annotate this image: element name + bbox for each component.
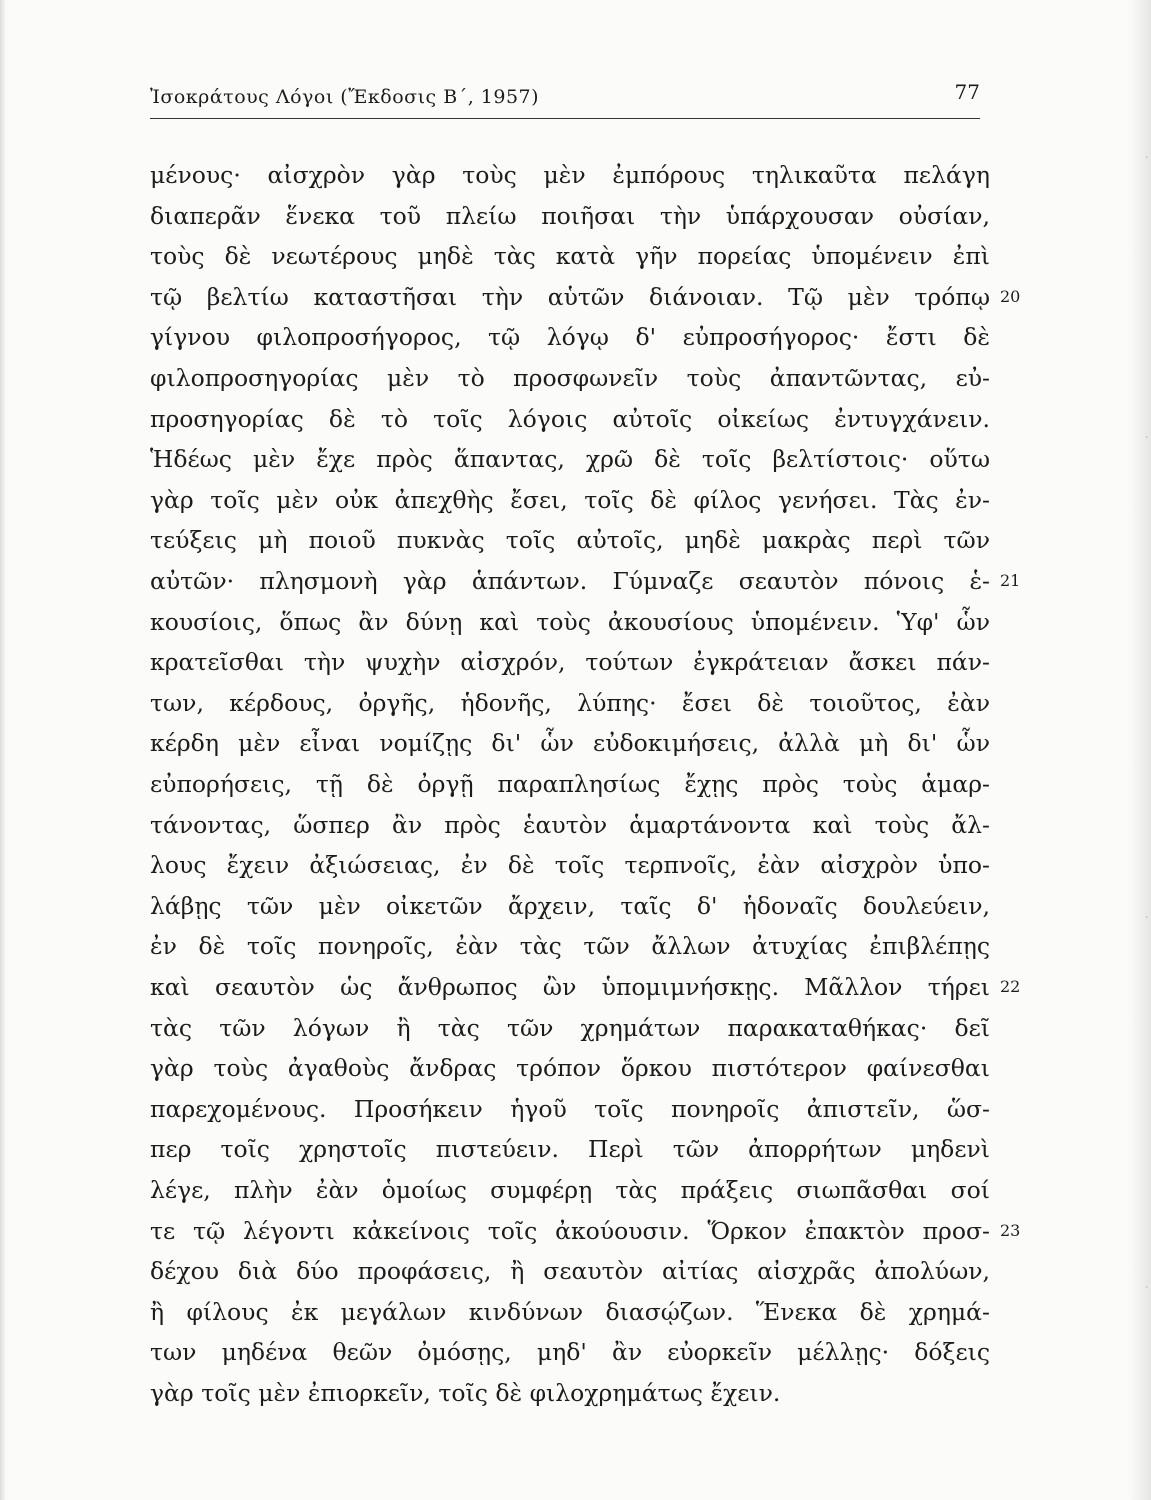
scan-edge-right (1129, 0, 1151, 1500)
header-rule (150, 118, 980, 119)
text-line: τὰς τῶν λόγων ἢ τὰς τῶν χρημάτων παρακαταθήκας· δεῖ (150, 1013, 990, 1042)
text-line: των, κέρδους, ὀργῆς, ἡδονῆς, λύπης· ἔσει δὲ τοιοῦτος, ἐὰν (150, 688, 990, 717)
text-line: τῷ βελτίω καταστῆσαι τὴν αὑτῶν διάνοιαν. Τῷ μὲν τρόπῳ (150, 282, 990, 311)
text-line: τάνοντας, ὥσπερ ἂν πρὸς ἑαυτὸν ἁμαρτάνοντα καὶ τοὺς ἄλ- (150, 810, 990, 839)
margin-number: 22 (1000, 977, 1021, 996)
text-line: κουσίοις, ὅπως ἂν δύνῃ καὶ τοὺς ἀκουσίους ὑπομένειν. Ὑφ' ὧν (150, 607, 990, 636)
text-line: φιλοπροσηγορίας μὲν τὸ προσφωνεῖν τοὺς ἀπαντῶντας, εὐ- (150, 364, 990, 392)
text-line: λους ἔχειν ἀξιώσειας, ἐν δὲ τοῖς τερπνοῖς, ἐὰν αἰσχρὸν ὑπο- (150, 851, 990, 880)
text-line: λέγε, πλὴν ἐὰν ὁμοίως συμφέρῃ τὰς πράξεις σιωπᾶσθαι σοί (150, 1176, 990, 1204)
text-line: διαπερᾶν ἕνεκα τοῦ πλείω ποιῆσαι τὴν ὑπάρχουσαν οὐσίαν, (150, 201, 990, 230)
text-line: προσηγορίας δὲ τὸ τοῖς λόγοις αὐτοῖς οἰκείως ἐντυγχάνειν. (150, 404, 990, 433)
margin-number: 21 (1000, 571, 1021, 590)
bleed-through-text (160, 1462, 1060, 1492)
text-line: παρεχομένους. Προσήκειν ἡγοῦ τοῖς πονηροῖς ἀπιστεῖν, ὥσ- (150, 1094, 990, 1123)
text-line: τοὺς δὲ νεωτέρους μηδὲ τὰς κατὰ γῆν πορείας ὑπομένειν ἐπὶ (150, 242, 990, 271)
text-line: ἢ φίλους ἐκ μεγάλων κινδύνων διασῴζων. Ἕνεκα δὲ χρημά- (150, 1297, 990, 1326)
margin-number: 23 (1000, 1220, 1021, 1240)
text-line: τεύξεις μὴ ποιοῦ πυκνὰς τοῖς αὐτοῖς, μηδὲ μακρὰς περὶ τῶν (150, 526, 990, 555)
text-line: λάβῃς τῶν μὲν οἰκετῶν ἄρχειν, ταῖς δ' ἡδοναῖς δουλεύειν, (150, 891, 990, 920)
text-line: αὐτῶν· πλησμονὴ γὰρ ἁπάντων. Γύμναζε σεαυτὸν πόνοις ἑ- (150, 567, 990, 595)
margin-number: 20 (1000, 286, 1021, 306)
text-line: εὐπορήσεις, τῇ δὲ ὀργῇ παραπλησίως ἔχῃς πρὸς τοὺς ἁμαρ- (150, 770, 990, 798)
text-line: Ἡδέως μὲν ἔχε πρὸς ἅπαντας, χρῶ δὲ τοῖς βελτίστοις· οὕτω (150, 445, 990, 474)
text-line: γὰρ τοῖς μὲν ἐπιορκεῖν, τοῖς δὲ φιλοχρημάτως ἔχειν. (150, 1379, 781, 1407)
text-line: δέχου διὰ δύο προφάσεις, ἢ σεαυτὸν αἰτίας αἰσχρᾶς ἀπολύων, (150, 1257, 990, 1286)
text-line: των μηδένα θεῶν ὀμόσῃς, μηδ' ἂν εὐορκεῖν μέλλῃς· δόξεις (150, 1338, 990, 1367)
text-line: γὰρ τοὺς ἀγαθοὺς ἄνδρας τρόπον ὅρκου πιστότερον φαίνεσθαι (150, 1054, 990, 1083)
text-line: περ τοῖς χρηστοῖς πιστεύειν. Περὶ τῶν ἀπορρήτων μηδενὶ (150, 1135, 990, 1164)
running-head (150, 80, 980, 116)
running-title: Ἰσοκράτους Λόγοι (Ἔκδοσις Β΄, 1957) (150, 86, 540, 108)
bleed-through-mark: · (1144, 150, 1149, 166)
text-line: κέρδη μὲν εἶναι νομίζῃς δι' ὧν εὐδοκιμήσεις, ἀλλὰ μὴ δι' ὧν (150, 729, 990, 758)
text-line: ἐν δὲ τοῖς πονηροῖς, ἐὰν τὰς τῶν ἄλλων ἀτυχίας ἐπιβλέπῃς (150, 932, 990, 961)
text-line: κρατεῖσθαι τὴν ψυχὴν αἰσχρόν, τούτων ἐγκράτειαν ἄσκει πάν- (150, 648, 990, 677)
text-line: καὶ σεαυτὸν ὡς ἄνθρωπος ὢν ὑπομιμνήσκῃς. Μᾶλλον τήρει (150, 973, 990, 1001)
bleed-through-mark: · (1144, 910, 1149, 926)
text-line: μένους· αἰσχρὸν γὰρ τοὺς μὲν ἐμπόρους τηλικαῦτα πελάγη (150, 161, 990, 189)
page-number: 77 (954, 80, 980, 104)
text-line: γίγνου φιλοπροσήγορος, τῷ λόγῳ δ' εὐπροσήγορος· ἔστι δὲ (150, 323, 990, 352)
text-line: τε τῷ λέγοντι κἀκείνοις τοῖς ἀκούουσιν. Ὅρκον ἐπακτὸν προσ- (150, 1216, 990, 1245)
scan-edge-left (0, 0, 6, 1500)
text-line: γὰρ τοῖς μὲν οὐκ ἀπεχθὴς ἔσει, τοῖς δὲ φίλος γενήσει. Τὰς ἐν- (150, 485, 990, 514)
bleed-through-mark: · (1144, 430, 1149, 446)
bleed-through-mark: · (1144, 1280, 1149, 1296)
